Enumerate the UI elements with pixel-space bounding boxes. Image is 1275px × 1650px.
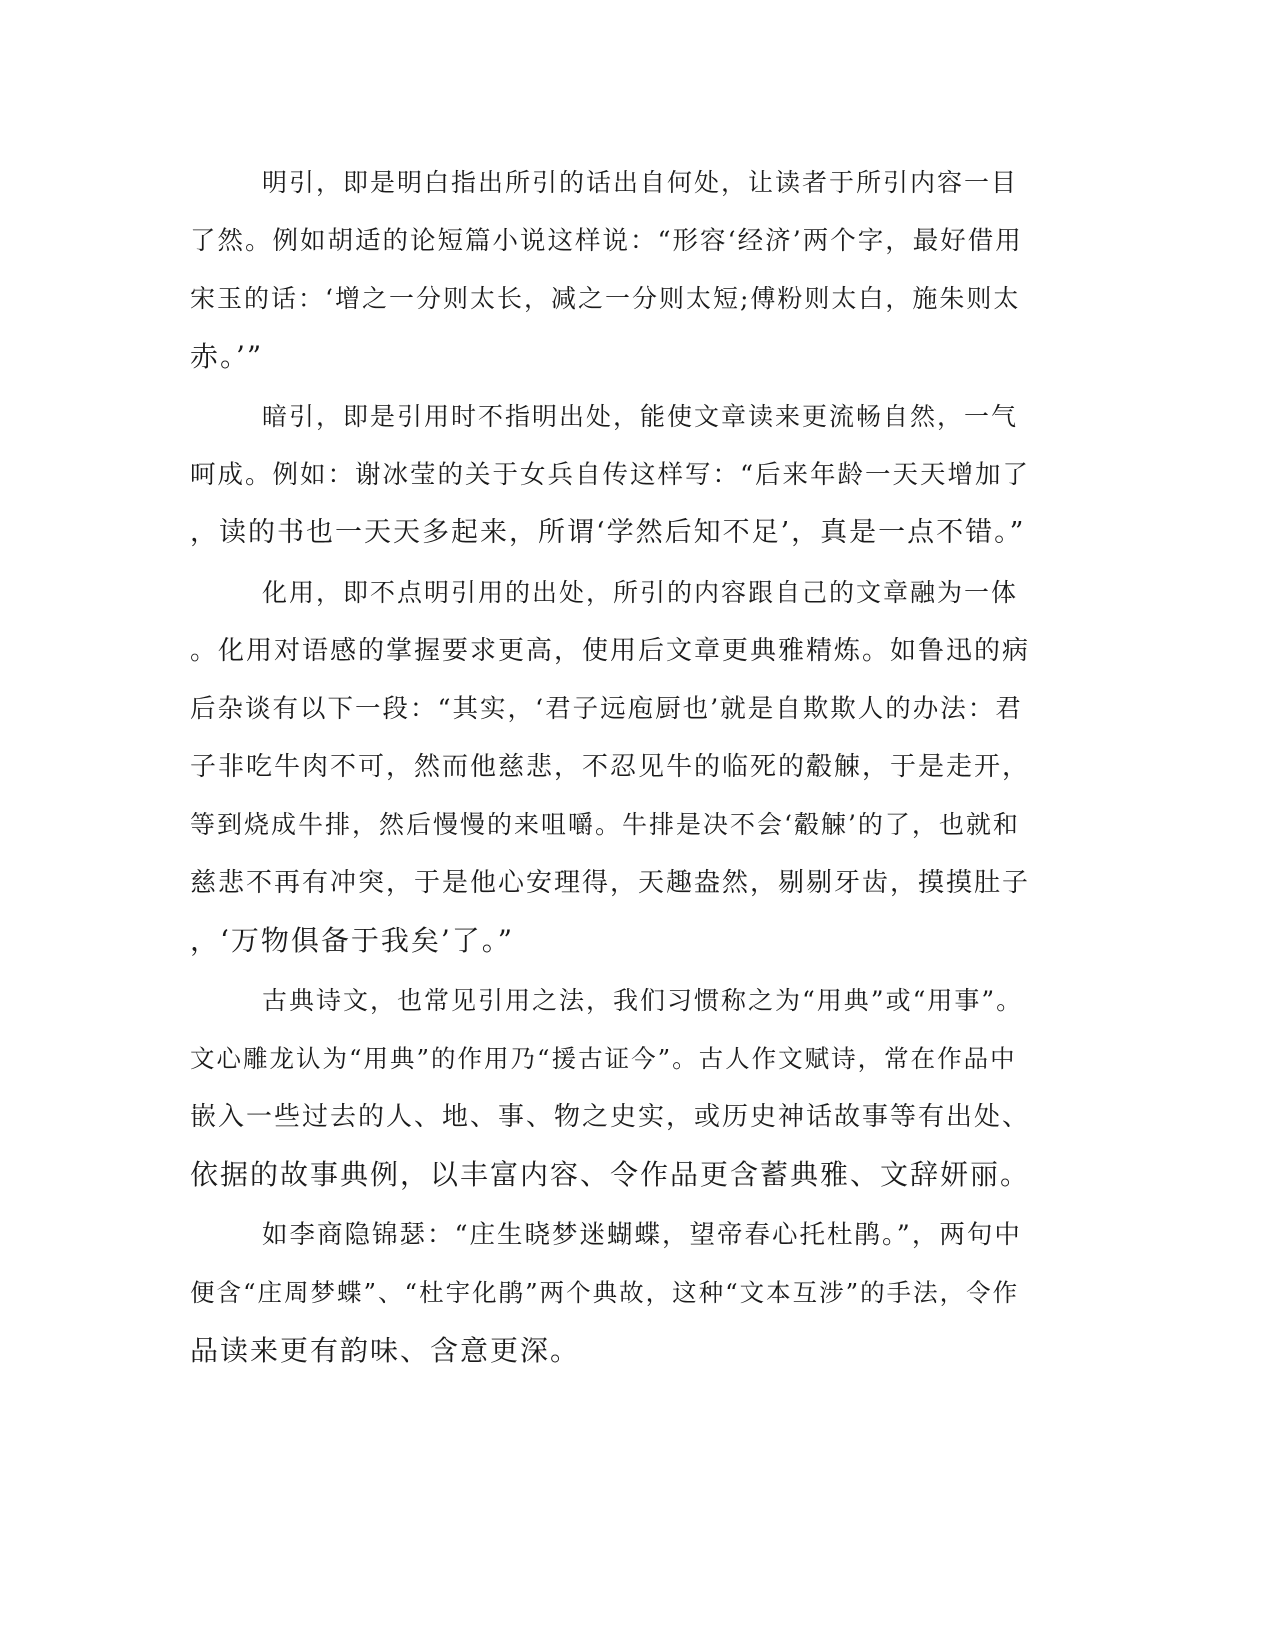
text-line: 品读来更有韵味、含意更深。 (190, 1334, 581, 1367)
text-line: 。化用对语感的掌握要求更高，使用后文章更典雅精炼。如鲁迅的病 (190, 636, 1031, 666)
text-line: 子非吃牛肉不可，然而他慈悲，不忍见牛的临死的觳觫，于是走开， (190, 752, 1031, 782)
text-line: 赤。’” (190, 340, 264, 373)
text-line: ，读的书也一天天多起来，所谓‘学然后知不足’，真是一点不错。” (190, 517, 1026, 548)
text-line: 便含“庄周梦蝶”、“杜宇化鹃”两个典故，这种“文本互涉”的手法，令作 (190, 1278, 1020, 1307)
text-line: 呵成。例如：谢冰莹的关于女兵自传这样写：“后来年龄一天天增加了 (190, 460, 1031, 490)
text-line: 明引，即是明白指出所引的话出自何处，让读者于所引内容一目 (262, 168, 1019, 197)
text-line: 暗引，即是引用时不指明出处，能使文章读来更流畅自然，一气 (262, 402, 1019, 431)
text-line: 化用，即不点明引用的出处，所引的内容跟自己的文章融为一体 (262, 578, 1019, 607)
text-line: 后杂谈有以下一段：“其实，‘君子远庖厨也’就是自欺欺人的办法：君 (190, 694, 1023, 724)
text-line: 文心雕龙认为“用典”的作用乃“援古证今”。古人作文赋诗，常在作品中 (190, 1044, 1017, 1073)
text-line: ，‘万物俱备于我矣’了。” (190, 924, 515, 957)
text-line: 古典诗文，也常见引用之法，我们习惯称之为“用典”或“用事”。 (262, 986, 1024, 1015)
text-line: 嵌入一些过去的人、地、事、物之史实，或历史神话故事等有出处、 (190, 1102, 1031, 1132)
text-line: 如李商隐锦瑟：“庄生晓梦迷蝴蝶，望帝春心托杜鹃。”，两句中 (262, 1220, 1022, 1250)
text-line: 依据的故事典例，以丰富内容、令作品更含蓄典雅、文辞妍丽。 (190, 1158, 1031, 1191)
text-line: 慈悲不再有冲突，于是他心安理得，天趣盎然，剔剔牙齿，摸摸肚子 (190, 868, 1031, 898)
text-line: 了然。例如胡适的论短篇小说这样说：“形容‘经济’两个字，最好借用 (190, 226, 1023, 256)
text-line: 宋玉的话：‘增之一分则太长，减之一分则太短;傅粉则太白，施朱则太 (190, 284, 1021, 313)
text-line: 等到烧成牛排，然后慢慢的来咀嚼。牛排是决不会‘觳觫’的了，也就和 (190, 810, 1020, 839)
